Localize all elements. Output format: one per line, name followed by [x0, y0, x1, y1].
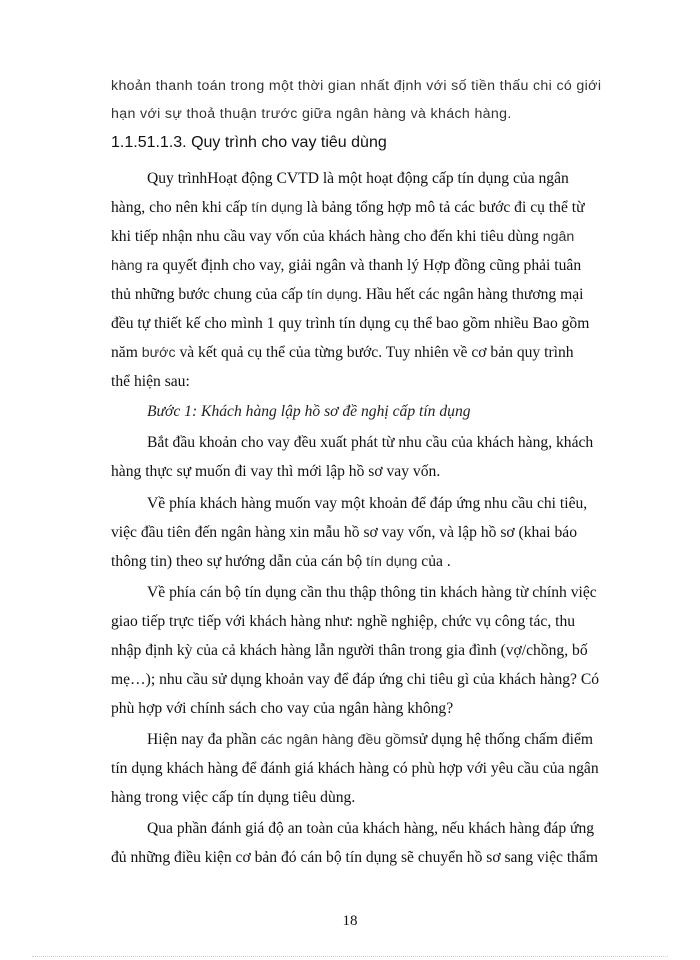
- text-span: tín dụng: [251, 200, 303, 216]
- p3-line-3: [111, 553, 451, 571]
- p1-line-2: [111, 199, 585, 217]
- text-span: đều gồm: [357, 732, 413, 748]
- p4-line-3: nhập định kỳ của cả khách hàng lẫn người thân trong gia đình (vợ/chồng, bố: [111, 642, 588, 659]
- section-heading: 1.1.51.1.3. Quy trình cho vay tiêu dùng: [111, 134, 387, 151]
- step-1-title: Bước 1: Khách hàng lập hồ sơ đề nghị cấp tín dụng: [147, 403, 471, 420]
- text-span: tín dụng: [366, 554, 418, 570]
- text-span: tín dụng: [306, 287, 359, 303]
- p1-line-6: đều tự thiết kế cho mình 1 quy trình tín dụng cụ thể bao gồm nhiều Bao gồm: [111, 315, 590, 332]
- text-span: hàng: [111, 258, 143, 274]
- p6-line-1: Qua phần đánh giá độ an toàn của khách hàng, nếu khách hàng đáp ứng: [147, 820, 595, 837]
- p1-line-3: [111, 228, 574, 246]
- p3-line-2: việc đầu tiên đến ngân hàng xin mẫu hồ sơ vay vốn, và lập hồ sơ (khai báo: [111, 524, 578, 541]
- p4-line-4: mẹ…); nhu cầu sử dụng khoản vay để đáp ứng chi tiêu gì của khách hàng? Có: [111, 671, 600, 688]
- text-span: ra quyết định cho vay, giải ngân và thanh lý Hợp đồng cũng phải tuân: [142, 257, 582, 274]
- page-bottom-divider: [32, 956, 668, 957]
- text-span: thủ những bước chung của cấp: [111, 286, 307, 303]
- p3-line-1: Về phía khách hàng muốn vay một khoản để đáp ứng nhu cầu chi tiêu,: [147, 495, 588, 512]
- p1-line-5: [111, 286, 583, 304]
- p5-line-1: [147, 731, 593, 749]
- p4-line-2: giao tiếp trực tiếp với khách hàng như: nghề nghiệp, chức vụ công tác, thu: [111, 613, 576, 630]
- p1-line-8: thể hiện sau:: [111, 373, 190, 390]
- text-span: . Hầu hết các ngân hàng thương mại: [358, 286, 584, 303]
- text-span: hàng, cho nên khi cấp: [111, 199, 252, 216]
- page-number: 18: [342, 913, 358, 929]
- text-span: khi tiếp nhận nhu cầu vay vốn của khách hàng cho đến khi tiêu dùng: [111, 228, 543, 245]
- p5-line-2: tín dụng khách hàng để đánh giá khách hàng có phù hợp với yêu cầu của ngân: [111, 760, 599, 777]
- p5-line-3: hàng trong việc cấp tín dụng tiêu dùng.: [111, 789, 356, 806]
- text-span: thông tin) theo sự hướng dẫn của cán bộ: [111, 553, 367, 570]
- p2-line-2: hàng thực sự muốn đi vay thì mới lập hồ sơ vay vốn.: [111, 463, 441, 480]
- p4-line-5: phù hợp với chính sách cho vay của ngân hàng không?: [111, 700, 454, 717]
- text-span: của .: [417, 553, 451, 570]
- text-span: các ngân hàng: [260, 732, 354, 748]
- intro-line-1: khoản thanh toán trong một thời gian nhất định với số tiền thấu chi có giới: [111, 78, 602, 94]
- p1-line-7: [111, 344, 574, 362]
- text-span: Hiện nay đa phần: [147, 731, 261, 748]
- text-span: ngân: [542, 229, 575, 245]
- text-span: sử dụng hệ thống chấm điểm: [412, 731, 594, 748]
- p6-line-2: đủ những điều kiện cơ bản đó cán bộ tín dụng sẽ chuyển hồ sơ sang việc thẩm: [111, 849, 599, 866]
- p1-line-4: [111, 257, 581, 275]
- p4-line-1: Về phía cán bộ tín dụng cần thu thập thông tin khách hàng từ chính việc: [147, 584, 597, 601]
- text-span: là bảng tổng hợp mô tả các bước đi cụ thể từ: [302, 199, 585, 216]
- intro-line-2: hạn với sự thoả thuận trước giữa ngân hàng và khách hàng.: [111, 106, 512, 122]
- p2-line-1: Bắt đầu khoản cho vay đều xuất phát từ nhu cầu của khách hàng, khách: [147, 434, 594, 451]
- text-span: năm: [111, 344, 142, 361]
- text-span: bước: [141, 345, 176, 361]
- text-span: và kết quả cụ thể của từng bước. Tuy nhiên về cơ bản quy trình: [175, 344, 574, 361]
- p1-line-1: Quy trìnhHoạt động CVTD là một hoạt động cấp tín dụng của ngân: [147, 170, 569, 187]
